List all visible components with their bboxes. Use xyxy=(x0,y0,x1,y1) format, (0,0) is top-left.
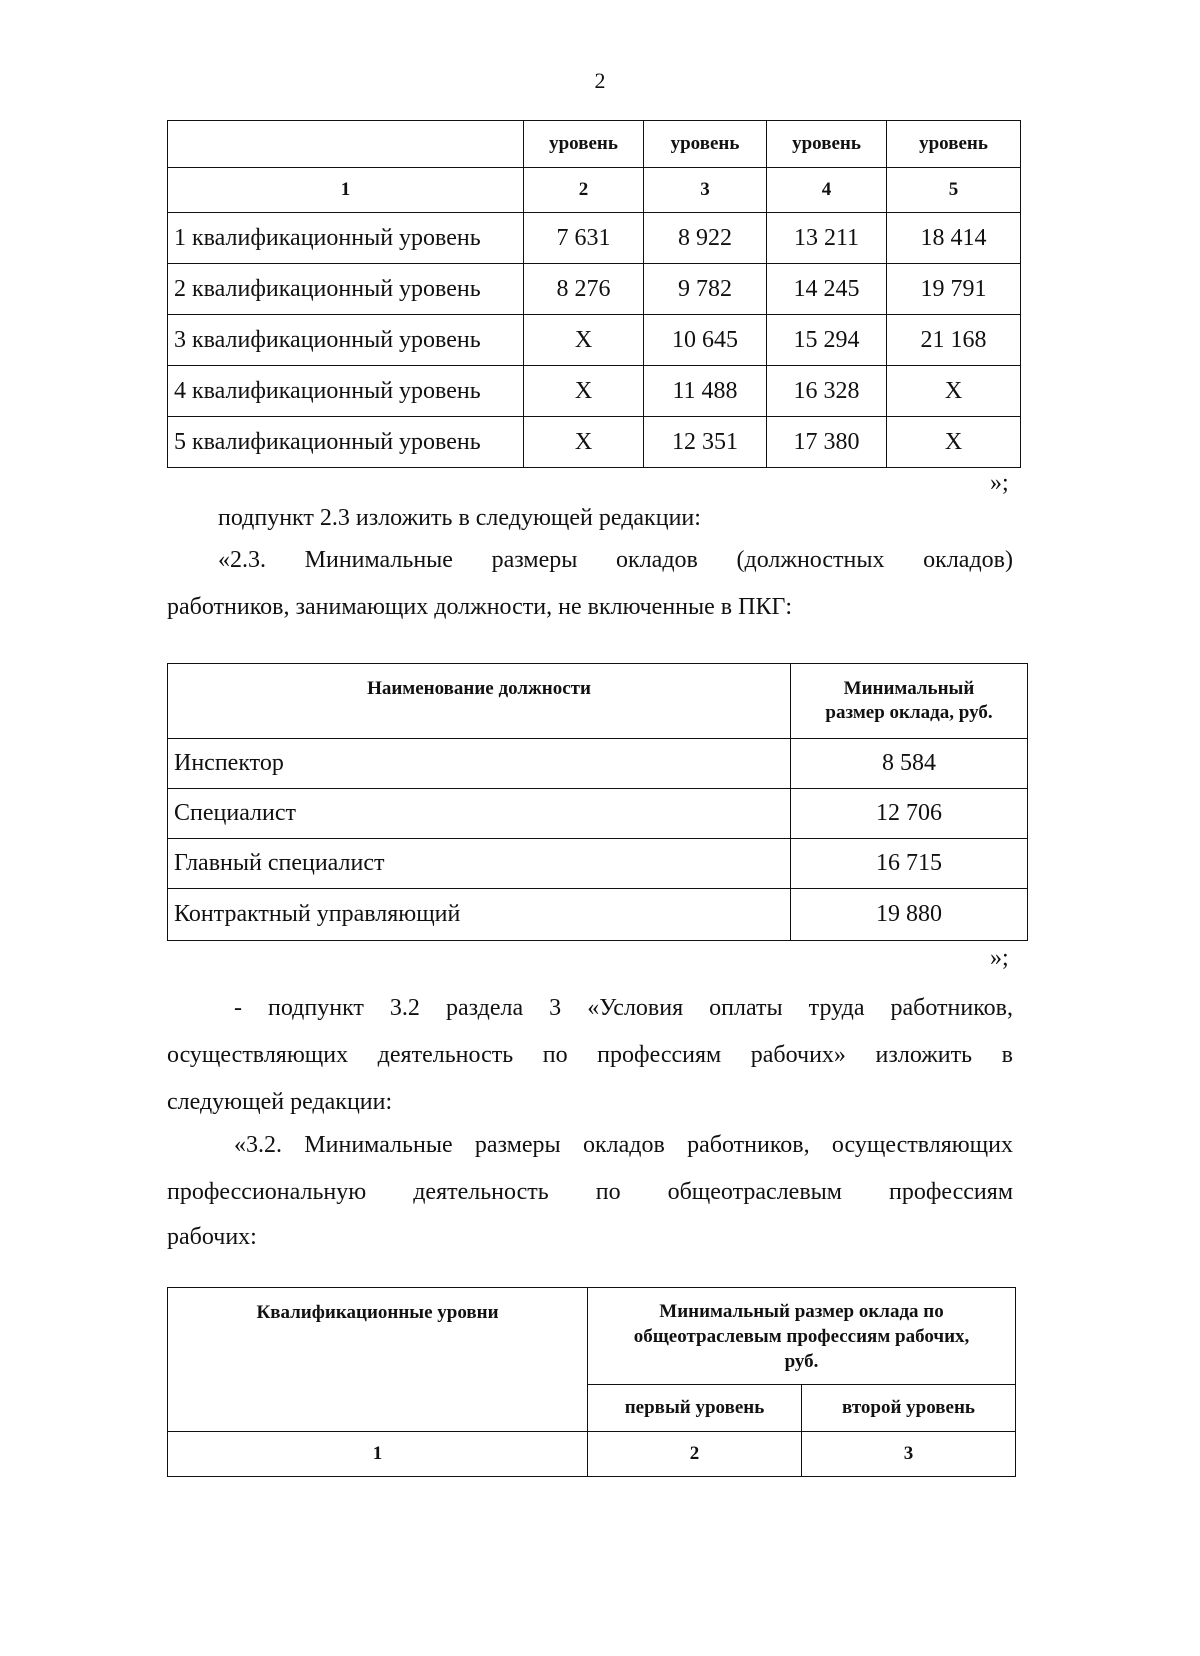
table-row xyxy=(168,264,1021,315)
cell-value: 21 168 xyxy=(887,315,1021,366)
salary-value: 8 584 xyxy=(791,739,1028,789)
column-number: 3 xyxy=(802,1432,1016,1477)
cell-value: 8 922 xyxy=(644,213,767,264)
page-number: 2 xyxy=(594,68,606,93)
column-number: 3 xyxy=(644,168,767,213)
cell-value: 17 380 xyxy=(767,417,887,468)
cell-value: 18 414 xyxy=(887,213,1021,264)
header-line: Минимальный размер оклада по xyxy=(659,1300,944,1322)
row-label: 1 квалификационный уровень xyxy=(168,213,524,264)
salary-value: 12 706 xyxy=(791,789,1028,839)
table-row xyxy=(168,789,1028,839)
header-cell: уровень xyxy=(644,121,767,168)
position-name: Инспектор xyxy=(168,739,791,789)
table-row xyxy=(168,839,1028,889)
cell-value: 7 631 xyxy=(524,213,644,264)
table-header-row xyxy=(168,664,1028,739)
table-header-row xyxy=(168,121,1021,168)
paragraph: «3.2. Минимальные размеры окладов работников, осуществляющих xyxy=(234,1132,1013,1158)
subheader-cell: первый уровень xyxy=(588,1385,802,1432)
closing-quote: »; xyxy=(990,945,1009,971)
salary-value: 19 880 xyxy=(791,889,1028,941)
cell-value: X xyxy=(887,417,1021,468)
paragraph: работников, занимающих должности, не включенные в ПКГ: xyxy=(167,594,793,620)
cell-value: X xyxy=(887,366,1021,417)
header-cell xyxy=(791,664,1028,739)
cell-value: 8 276 xyxy=(524,264,644,315)
row-label: 4 квалификационный уровень xyxy=(168,366,524,417)
paragraph: профессиональную деятельность по общеотраслевым профессиям xyxy=(167,1179,1013,1205)
cell-value: 15 294 xyxy=(767,315,887,366)
cell-value: X xyxy=(524,366,644,417)
row-label: 5 квалификационный уровень xyxy=(168,417,524,468)
table-header-row xyxy=(168,1288,1016,1385)
cell-value: 16 328 xyxy=(767,366,887,417)
paragraph: - подпункт 3.2 раздела 3 «Условия оплаты труда работников, xyxy=(234,995,1013,1021)
subheader-cell: второй уровень xyxy=(802,1385,1016,1432)
table-number-row xyxy=(168,1432,1016,1477)
header-cell: уровень xyxy=(524,121,644,168)
position-name: Специалист xyxy=(168,789,791,839)
column-number: 2 xyxy=(524,168,644,213)
qualification-levels-table xyxy=(167,120,1021,468)
column-number: 1 xyxy=(168,1432,588,1477)
header-cell xyxy=(588,1288,1016,1385)
salary-value: 16 715 xyxy=(791,839,1028,889)
header-line: размер оклада, руб. xyxy=(825,702,993,723)
column-number: 1 xyxy=(168,168,524,213)
paragraph: осуществляющих деятельность по профессиям рабочих» изложить в xyxy=(167,1042,1013,1068)
column-number: 4 xyxy=(767,168,887,213)
header-cell: уровень xyxy=(767,121,887,168)
column-number: 5 xyxy=(887,168,1021,213)
table-row xyxy=(168,213,1021,264)
paragraph: рабочих: xyxy=(167,1224,257,1250)
table-row xyxy=(168,739,1028,789)
header-line: Минимальный xyxy=(843,678,975,699)
position-name: Контрактный управляющий xyxy=(168,889,791,941)
row-label: 2 квалификационный уровень xyxy=(168,264,524,315)
column-number: 2 xyxy=(588,1432,802,1477)
cell-value: X xyxy=(524,315,644,366)
paragraph: подпункт 2.3 изложить в следующей редакции: xyxy=(218,505,701,531)
table-row xyxy=(168,889,1028,941)
header-cell: Квалификационные уровни xyxy=(168,1288,588,1432)
table-row xyxy=(168,417,1021,468)
table-row xyxy=(168,315,1021,366)
cell-value: 13 211 xyxy=(767,213,887,264)
header-cell: Наименование должности xyxy=(168,664,791,739)
position-name: Главный специалист xyxy=(168,839,791,889)
cell-value: 10 645 xyxy=(644,315,767,366)
header-cell: уровень xyxy=(887,121,1021,168)
header-line: общеотраслевым профессиям рабочих, xyxy=(633,1325,970,1347)
positions-salary-table xyxy=(167,663,1028,941)
cell-value: 12 351 xyxy=(644,417,767,468)
cell-value: X xyxy=(524,417,644,468)
closing-quote: »; xyxy=(990,470,1009,496)
paragraph: следующей редакции: xyxy=(167,1089,393,1115)
cell-value: 19 791 xyxy=(887,264,1021,315)
paragraph: «2.3. Минимальные размеры окладов (должностных окладов) xyxy=(218,547,1013,573)
worker-professions-table xyxy=(167,1287,1016,1477)
header-cell xyxy=(168,121,524,168)
row-label: 3 квалификационный уровень xyxy=(168,315,524,366)
cell-value: 9 782 xyxy=(644,264,767,315)
cell-value: 14 245 xyxy=(767,264,887,315)
table-row xyxy=(168,366,1021,417)
header-line: руб. xyxy=(784,1350,819,1372)
table-number-row xyxy=(168,168,1021,213)
cell-value: 11 488 xyxy=(644,366,767,417)
